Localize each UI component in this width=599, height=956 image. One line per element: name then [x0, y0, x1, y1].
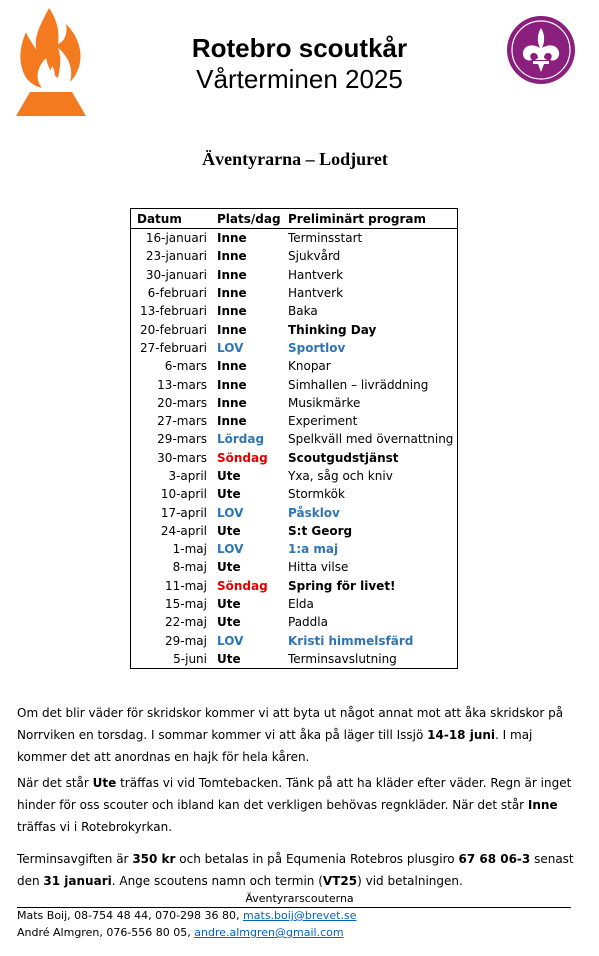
- program-cell: Experiment: [288, 414, 358, 429]
- table-row: [131, 558, 458, 576]
- program-cell: 1:a maj: [288, 542, 339, 557]
- info-paragraph-weather: [17, 702, 577, 768]
- table-row: [131, 320, 458, 338]
- table-row: [131, 412, 458, 430]
- date-cell: 13-mars: [157, 377, 207, 392]
- plusgiro-number: 67 68 06-3: [458, 852, 531, 866]
- date-cell: 29-mars: [157, 432, 207, 447]
- place-cell: Ute: [217, 597, 241, 612]
- schedule-table: [130, 208, 458, 669]
- table-row: [131, 467, 458, 485]
- date-cell: 16-januari: [145, 231, 207, 246]
- email-link-andre[interactable]: andre.almgren@gmail.com: [194, 926, 344, 939]
- program-cell: Baka: [288, 304, 318, 319]
- place-cell: Ute: [217, 469, 241, 483]
- place-cell: Inne: [217, 267, 247, 282]
- place-cell: LOV: [217, 542, 244, 557]
- program-cell: Hantverk: [288, 286, 344, 301]
- place-cell: Ute: [217, 615, 241, 630]
- table-row: [131, 339, 458, 357]
- table-row: [131, 394, 458, 412]
- table-row: [131, 540, 458, 558]
- place-cell: Inne: [217, 286, 247, 301]
- contact-text: André Almgren, 076-556 80 05,: [17, 926, 195, 939]
- due-date: 31 januari: [43, 874, 112, 888]
- program-cell: Hantverk: [288, 267, 344, 282]
- program-cell: Terminsstart: [288, 231, 363, 246]
- date-cell: 6-februari: [147, 286, 207, 301]
- date-cell: 23-januari: [145, 249, 207, 264]
- text: och betalas in på Equmenia Rotebros plusgiro: [175, 852, 459, 866]
- column-header-place: Plats/dag: [217, 209, 287, 229]
- place-cell: Söndag: [217, 578, 268, 593]
- table-row: [131, 595, 458, 613]
- place-cell: Inne: [217, 322, 247, 337]
- text: . Ange scoutens namn och termin (: [111, 874, 323, 888]
- date-cell: 15-maj: [165, 597, 207, 612]
- program-cell: Sjukvård: [288, 249, 341, 264]
- camp-dates: 14-18 juni: [427, 728, 496, 742]
- text: senast den: [17, 852, 574, 888]
- text: ) vid betalningen.: [357, 874, 463, 888]
- program-cell: Spring för livet!: [288, 578, 396, 593]
- page-subtitle: Vårterminen 2025: [196, 64, 403, 94]
- date-cell: 24-april: [160, 523, 207, 538]
- place-cell: Ute: [217, 487, 241, 502]
- date-cell: 20-mars: [157, 395, 207, 410]
- date-cell: 5-juni: [173, 651, 207, 666]
- date-cell: 30-mars: [157, 450, 207, 465]
- program-cell: Påsklov: [288, 505, 340, 520]
- place-cell: Inne: [217, 377, 247, 392]
- table-header-row: [131, 209, 458, 229]
- footer-group-name: Äventyrarscouterna: [245, 892, 354, 905]
- program-cell: S:t Georg: [288, 523, 353, 538]
- table-row: [131, 613, 458, 631]
- text: Om det blir väder för skridskor kommer vi att byta ut något annat mot att åka skridskor på Norrviken en torsdag. I sommar kommer vi att åka på läger till Issjö: [17, 706, 564, 742]
- program-cell: Thinking Day: [288, 322, 377, 337]
- table-row: [131, 650, 458, 669]
- place-cell: Inne: [217, 414, 247, 429]
- place-cell: Lördag: [217, 432, 265, 447]
- date-cell: 13-februari: [140, 304, 207, 319]
- place-cell: Ute: [217, 651, 241, 666]
- table-row: [131, 503, 458, 521]
- place-cell: LOV: [217, 340, 244, 355]
- table-row: [131, 247, 458, 265]
- program-cell: Paddla: [288, 615, 328, 630]
- place-cell: Inne: [217, 231, 247, 246]
- date-cell: 30-januari: [145, 267, 207, 282]
- program-cell: Sportlov: [288, 340, 346, 355]
- date-cell: 8-maj: [172, 560, 207, 575]
- table-row: [131, 302, 458, 320]
- table-row: [131, 449, 458, 467]
- table-row: [131, 284, 458, 302]
- place-cell: LOV: [217, 505, 244, 520]
- program-cell: Spelkväll med övernattning: [288, 432, 454, 447]
- page-title: Rotebro scoutkår: [191, 33, 408, 63]
- text: Terminsavgiften är: [17, 852, 133, 866]
- program-cell: Yxa, såg och kniv: [288, 469, 393, 483]
- email-link-mats[interactable]: mats.boij@brevet.se: [243, 909, 357, 922]
- date-cell: 11-maj: [165, 578, 207, 593]
- section-heading: Äventyrarna – Lodjuret: [202, 149, 388, 169]
- keyword-inne: Inne: [527, 798, 558, 812]
- program-cell: Knopar: [288, 359, 331, 374]
- place-cell: LOV: [217, 633, 244, 648]
- column-header-date: Datum: [131, 209, 218, 229]
- text: När det står: [17, 776, 93, 790]
- text: träffas vi vid Tomtebacken. Tänk på att ha kläder efter väder. Regn är inget hinder för oss scouter och ibland kan det verkligen behövas regnkläder. När det står: [17, 776, 572, 812]
- table-row: [131, 229, 458, 248]
- date-cell: 27-mars: [157, 414, 207, 429]
- table-row: [131, 577, 458, 595]
- place-cell: Inne: [217, 395, 247, 410]
- info-paragraph-location: [17, 772, 577, 838]
- date-cell: 20-februari: [140, 322, 207, 337]
- program-cell: Stormkök: [288, 487, 345, 502]
- text: . I maj kommer det att anordnas en hajk för hela kåren.: [17, 728, 533, 764]
- text: träffas vi i Rotebrokyrkan.: [17, 820, 173, 834]
- table-row: [131, 485, 458, 503]
- date-cell: 17-april: [160, 505, 207, 520]
- program-cell: Hitta vilse: [288, 560, 349, 575]
- info-paragraph-fee: [17, 848, 577, 892]
- term-code: VT25: [322, 874, 358, 888]
- date-cell: 6-mars: [164, 359, 207, 374]
- contact-mats: [17, 908, 356, 924]
- program-cell: Kristi himmelsfärd: [288, 633, 414, 648]
- keyword-ute: Ute: [92, 776, 117, 790]
- program-cell: Elda: [288, 597, 314, 612]
- date-cell: 10-april: [160, 487, 207, 502]
- date-cell: 27-februari: [140, 340, 207, 355]
- table-row: [131, 357, 458, 375]
- table-row: [131, 266, 458, 284]
- table-row: [131, 522, 458, 540]
- date-cell: 1-maj: [172, 542, 207, 557]
- contact-text: Mats Boij, 08-754 48 44, 070-298 36 80,: [17, 909, 244, 922]
- date-cell: 22-maj: [165, 615, 207, 630]
- place-cell: Inne: [217, 249, 247, 264]
- program-cell: Scoutgudstjänst: [288, 450, 399, 465]
- program-cell: Terminsavslutning: [288, 651, 397, 666]
- place-cell: Inne: [217, 304, 247, 319]
- date-cell: 3-april: [168, 469, 207, 483]
- program-cell: Musikmärke: [288, 395, 361, 410]
- place-cell: Ute: [217, 560, 241, 575]
- fee-amount: 350 kr: [132, 852, 176, 866]
- contact-andre: [17, 925, 344, 941]
- table-row: [131, 430, 458, 448]
- place-cell: Inne: [217, 359, 247, 374]
- table-row: [131, 375, 458, 393]
- place-cell: Ute: [217, 523, 241, 538]
- program-cell: Simhallen – livräddning: [288, 377, 429, 392]
- place-cell: Söndag: [217, 450, 268, 465]
- table-row: [131, 632, 458, 650]
- column-header-program: Preliminärt program: [287, 209, 458, 229]
- date-cell: 29-maj: [165, 633, 207, 648]
